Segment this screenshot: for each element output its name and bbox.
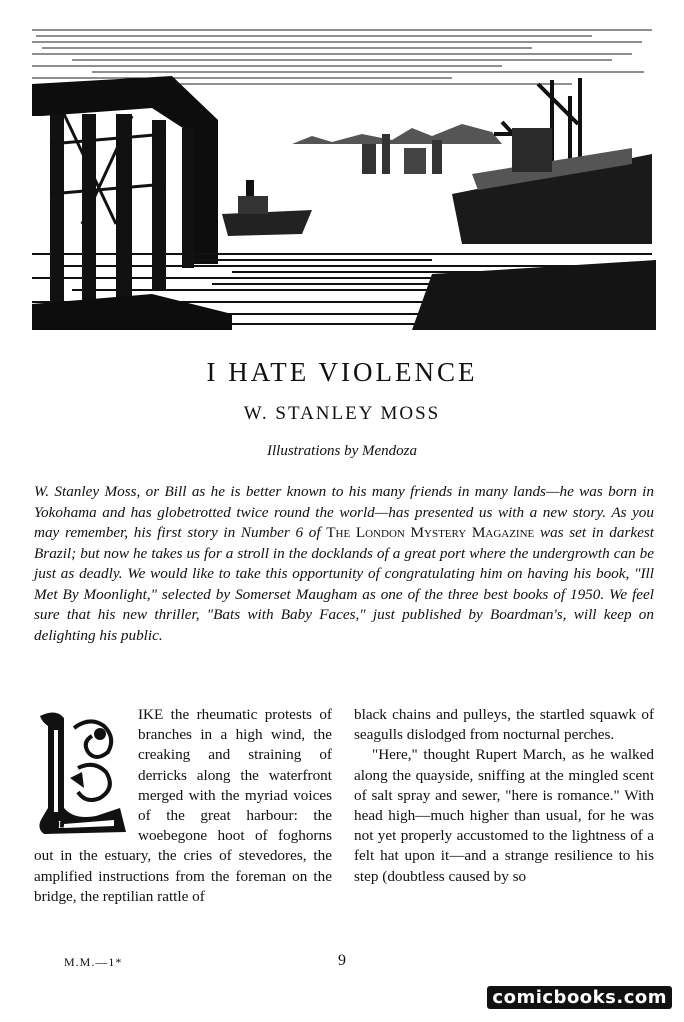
ornamental-drop-cap-icon <box>34 708 130 840</box>
right-column <box>354 705 654 887</box>
intro-text-part1: W. Stanley Moss, or Bill as he is better known to his many friends in many lands—he was born in Yokohama and has globetrotted twice round the world—has presented us with a new story. As you may remember, his first story in Number 6 of <box>34 483 654 541</box>
left-column <box>34 705 332 907</box>
right-column-paragraph-1: black chains and pulleys, the startled squawk of seagulls dislodged from nocturnal perches. <box>354 706 654 744</box>
illustrations-credit: Illustrations by Mendoza <box>267 443 417 459</box>
drop-cap <box>34 708 130 840</box>
right-column-paragraph-2: "Here," thought Rupert March, as he walked along the quayside, sniffing at the mingled scent of salt spray and sewer, "here is romance." With head high—much higher than usual, for he was not yet properly accustomed to the lightness of a felt hat upon it—and a strange resilience to his step (doubtless caused by so <box>354 746 654 885</box>
harbour-illustration-icon <box>32 24 656 330</box>
intro-magazine-name: The London Mystery Magazine <box>326 524 535 541</box>
signature-mark: M.M.—1* <box>64 955 123 969</box>
left-column-text: IKE the rheumatic protests of branches in a high wind, the creaking and straining of derricks along the waterfront merged with the myriad voices of the great harbour: the woebegone hoot of foghorns out in the estuary, the cries of stevedores, the amplified instructions from the foreman on the bridge, the reptilian rattle of <box>34 706 332 905</box>
intro-paragraph <box>34 482 654 646</box>
article-title: I HATE VIOLENCE <box>206 357 478 387</box>
page-number: 9 <box>338 952 346 969</box>
article-author: W. STANLEY MOSS <box>243 403 441 424</box>
drop-cap-letter: L <box>58 820 65 831</box>
site-watermark: comicbooks.com <box>487 986 672 1009</box>
harbour-illustration <box>32 24 656 330</box>
intro-text-part2: was set in darkest Brazil; but now he takes us for a stroll in the docklands of a great port where the undergrowth can be just as deadly. We would like to take this opportunity of congratulating him on having his book, "Ill Met By Moonlight," selected by Somerset Maugham as one of the three best books of 1950. We feel sure that his new thriller, "Bats with Baby Faces," just published by Boardman's, will keep on delighting his public. <box>34 524 654 644</box>
